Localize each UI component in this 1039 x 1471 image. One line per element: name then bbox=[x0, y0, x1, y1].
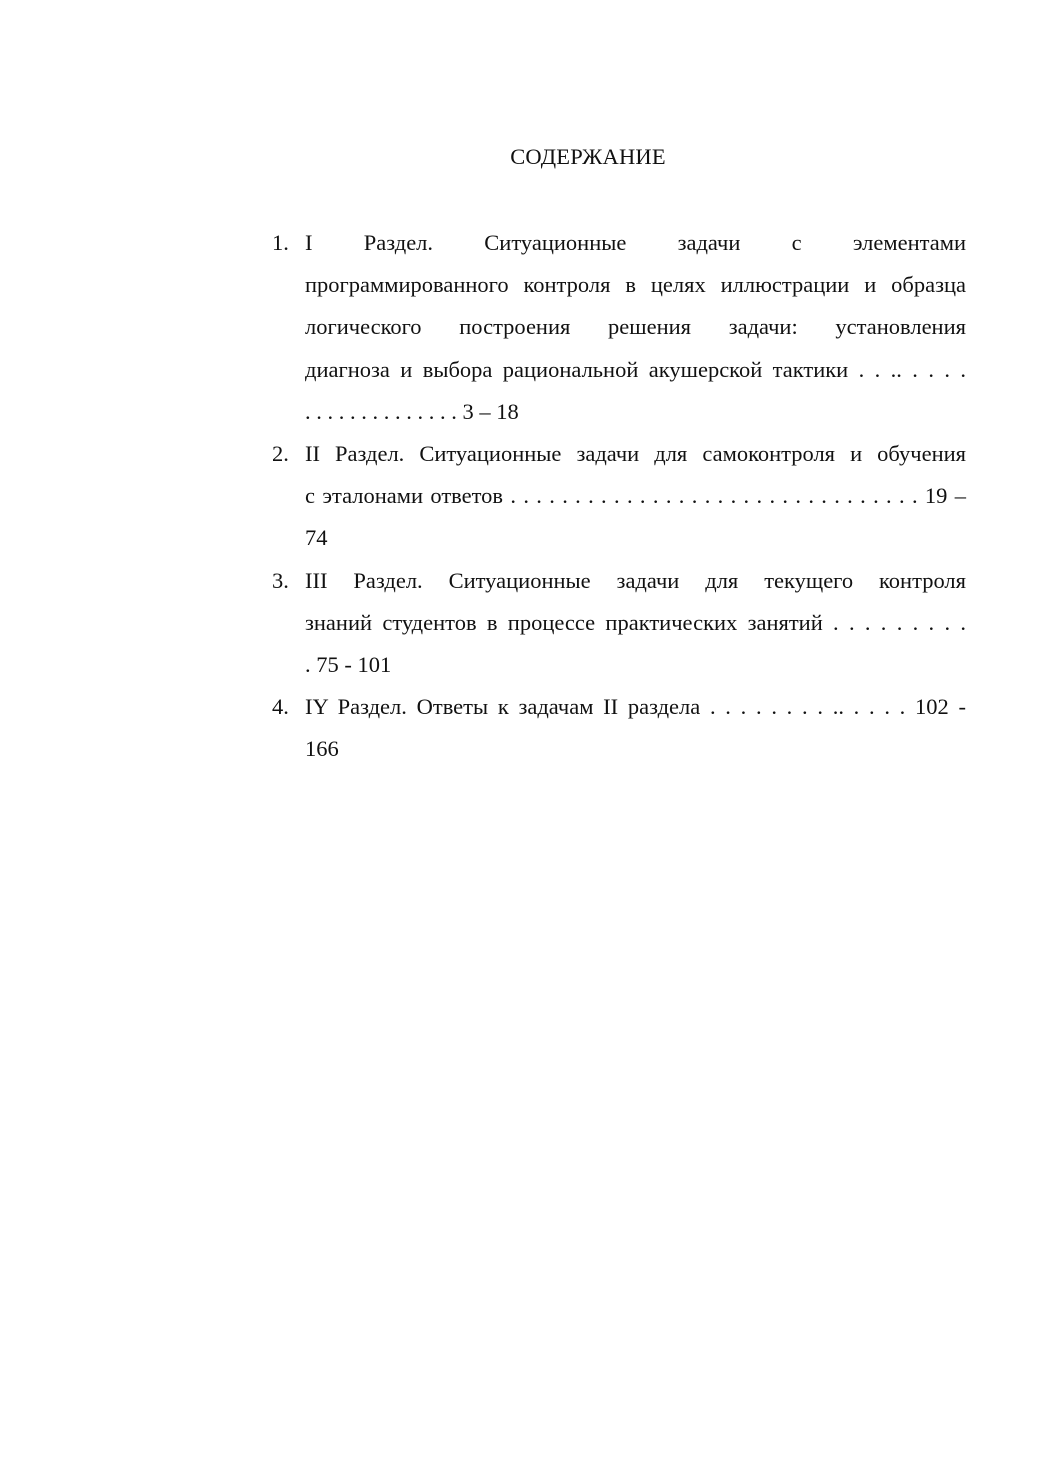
toc-entry-line: . . . . . . . . . . . . . . 3 – 18 bbox=[305, 398, 519, 424]
toc-entry-line: логического построения решения задачи: установления bbox=[305, 314, 966, 340]
toc-entry-number: 4. bbox=[272, 694, 289, 720]
toc-entry-line: 166 bbox=[305, 736, 339, 762]
toc-entry-line: . 75 - 101 bbox=[305, 652, 392, 678]
toc-title: СОДЕРЖАНИЕ bbox=[510, 144, 666, 169]
toc-entry-4 bbox=[272, 686, 966, 770]
toc-entry-number: 1. bbox=[272, 230, 289, 255]
toc-entry-line: IY Раздел. Ответы к задачам II раздела . . . . . . . . .. . . . . 102 - bbox=[305, 694, 966, 720]
toc-entry-3 bbox=[272, 560, 966, 687]
toc-entry-line: диагноза и выбора рациональной акушерской тактики . . .. . . . . bbox=[305, 356, 966, 382]
toc-entry-line: III Раздел. Ситуационные задачи для текущего контроля bbox=[305, 567, 966, 593]
toc-list bbox=[272, 222, 966, 771]
toc-entry-number: 3. bbox=[272, 567, 289, 593]
toc-entry-1 bbox=[272, 222, 966, 433]
toc-entry-line: II Раздел. Ситуационные задачи для самоконтроля и обучения bbox=[305, 441, 966, 467]
toc-entry-line: программированного контроля в целях иллюстрации и образца bbox=[305, 272, 966, 298]
toc-entry-number: 2. bbox=[272, 441, 289, 467]
toc-entry-line: с эталонами ответов . . . . . . . . . . . . . . . . . . . . . . . . . . . . . . . . 19 – bbox=[305, 483, 966, 509]
toc-entry-2 bbox=[272, 433, 966, 560]
toc-entry-line: I Раздел. Ситуационные задачи с элементами bbox=[305, 230, 966, 255]
toc-entry-line: 74 bbox=[305, 525, 328, 551]
toc-entry-line: знаний студентов в процессе практических занятий . . . . . . . . . bbox=[305, 609, 966, 635]
